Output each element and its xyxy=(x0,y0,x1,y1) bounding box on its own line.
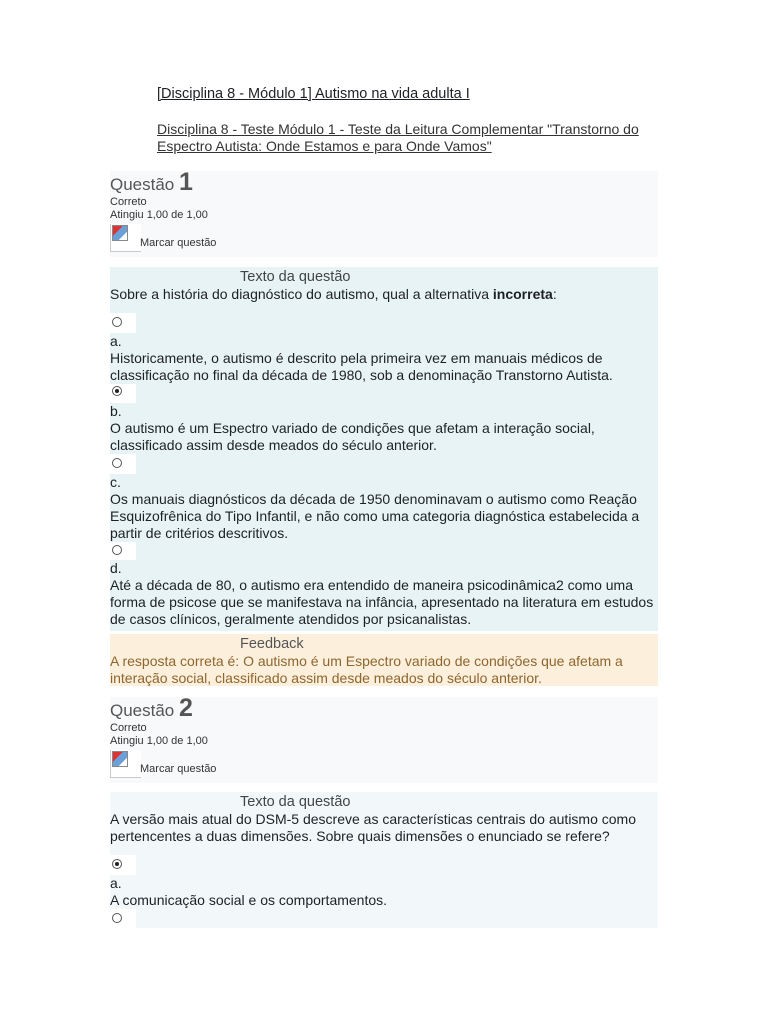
question-1-number xyxy=(110,168,658,196)
question-number: 2 xyxy=(179,694,193,722)
question-2-number xyxy=(110,694,658,722)
flag-question-label[interactable]: Marcar questão xyxy=(140,237,217,249)
radio-icon[interactable] xyxy=(112,913,122,923)
radio-icon[interactable] xyxy=(112,458,122,468)
radio-option-a[interactable] xyxy=(110,313,136,333)
prompt-end: : xyxy=(552,286,557,302)
feedback-text: A resposta correta é: O autismo é um Espectro variado de condições que afetam a interação social, classificado assim desde meados do século anterior. xyxy=(110,653,623,686)
radio-option-a[interactable] xyxy=(110,855,136,875)
radio-icon[interactable] xyxy=(112,317,122,327)
option-letter: c. xyxy=(110,474,121,490)
question-state: Correto xyxy=(110,196,147,208)
flag-icon[interactable] xyxy=(110,224,141,252)
option-letter: a. xyxy=(110,333,122,349)
flag-question[interactable] xyxy=(110,748,658,778)
option-text[interactable]: Os manuais diagnósticos da década de 1950 denominavam o autismo como Reação Esquizofrênica do Tipo Infantil, e não como uma categoria diagnóstica estabelecida a partir de critérios descritivos. xyxy=(110,491,640,541)
question-1-content xyxy=(110,267,658,631)
answer-option-b[interactable] xyxy=(110,909,658,929)
question-grade: Atingiu 1,00 de 1,00 xyxy=(110,735,208,747)
option-text[interactable]: Historicamente, o autismo é descrito pela primeira vez em manuais médicos de classificação no final da década de 1980, sob a denominação Transtorno Autista. xyxy=(110,350,613,383)
prompt-text: Sobre a história do diagnóstico do autismo, qual a alternativa xyxy=(110,286,493,302)
breadcrumb-quiz-link[interactable]: Disciplina 8 - Teste Módulo 1 - Teste da Leitura Complementar "Transtorno do Espectro Autista: Onde Estamos e para Onde Vamos" xyxy=(157,121,639,154)
question-grade: Atingiu 1,00 de 1,00 xyxy=(110,209,208,221)
answer-option-a[interactable] xyxy=(110,855,658,909)
question-1-feedback xyxy=(110,634,658,686)
question-number: 1 xyxy=(179,168,193,196)
question-prompt xyxy=(110,286,658,303)
flag-icon[interactable] xyxy=(110,750,141,778)
breadcrumb-course-link[interactable]: [Disciplina 8 - Módulo 1] Autismo na vida adulta I xyxy=(157,86,470,102)
flag-question-label[interactable]: Marcar questão xyxy=(140,763,217,775)
question-2-content xyxy=(110,792,658,928)
radio-checked-icon[interactable] xyxy=(112,859,122,869)
question-2-info xyxy=(110,694,658,783)
question-label: Questão xyxy=(110,175,175,194)
option-text[interactable]: Até a década de 80, o autismo era entendido de maneira psicodinâmica2 como uma forma de psicose que se manifestava na infância, apresentado na literatura em estudos de casos clínicos, geralmente atendidos por psicanalistas. xyxy=(110,577,654,627)
flag-question[interactable] xyxy=(110,222,658,252)
option-letter: a. xyxy=(110,875,122,891)
question-state: Correto xyxy=(110,722,147,734)
answer-option-c[interactable] xyxy=(110,454,658,542)
radio-option-b[interactable] xyxy=(110,909,136,929)
answer-option-d[interactable] xyxy=(110,542,658,628)
radio-icon[interactable] xyxy=(112,545,122,555)
option-text[interactable]: A comunicação social e os comportamentos. xyxy=(110,892,388,908)
answer-option-a[interactable] xyxy=(110,313,658,384)
question-text-title: Texto da questão xyxy=(240,269,351,285)
option-letter: d. xyxy=(110,560,122,576)
question-prompt: A versão mais atual do DSM-5 descreve as características centrais do autismo como pertencentes a duas dimensões. Sobre quais dimensões o enunciado se refere? xyxy=(110,811,636,844)
question-text-title: Texto da questão xyxy=(240,794,351,810)
radio-option-b[interactable] xyxy=(110,384,136,403)
answer-option-b[interactable] xyxy=(110,384,658,454)
radio-option-c[interactable] xyxy=(110,454,136,474)
radio-checked-icon[interactable] xyxy=(112,386,122,396)
breadcrumb-quiz xyxy=(157,121,657,155)
question-label: Questão xyxy=(110,701,175,720)
radio-option-d[interactable] xyxy=(110,542,136,560)
feedback-title: Feedback xyxy=(240,636,304,652)
option-text[interactable]: O autismo é um Espectro variado de condições que afetam a interação social, classificado assim desde meados do século anterior. xyxy=(110,420,595,453)
question-1-info xyxy=(110,168,658,257)
prompt-emphasis: incorreta xyxy=(492,286,553,302)
option-letter: b. xyxy=(110,403,122,419)
